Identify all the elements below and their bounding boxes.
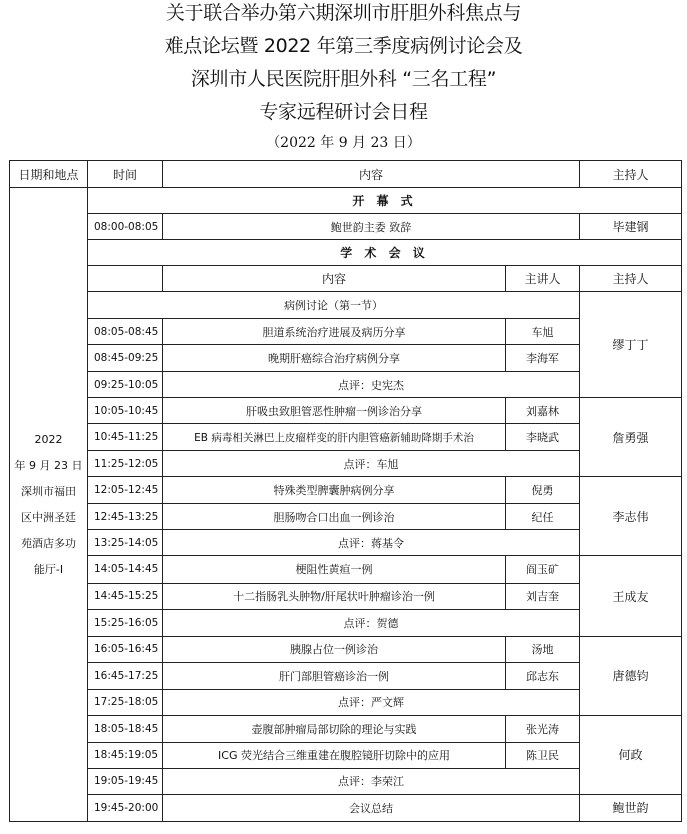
row-comment: 点评：蒋基令 — [163, 530, 580, 556]
host-cell: 缪丁丁 — [580, 292, 682, 398]
host-cell: 唐德钧 — [580, 636, 682, 715]
row-speaker: 刘嘉林 — [506, 398, 580, 424]
host-cell: 何政 — [580, 715, 682, 794]
row-topic: 胆道系统治疗进展及病历分享 — [163, 319, 506, 345]
closing-host: 鲍世韵 — [580, 794, 682, 821]
row-speaker: 纪任 — [506, 504, 580, 530]
row-topic: EB 病毒相关淋巴上皮瘤样变的肝内胆管癌新辅助降期手术治 — [163, 424, 506, 451]
row-time: 09:25-10:05 — [88, 372, 163, 398]
location-line: 2022 — [34, 432, 63, 446]
row-time: 13:25-14:05 — [88, 530, 163, 556]
host-cell: 王成友 — [580, 556, 682, 636]
row-comment: 点评：贺德 — [163, 609, 580, 636]
row-topic: 胰腺占位一例诊治 — [163, 636, 506, 662]
location-line: 年 9 月 23 日 — [14, 458, 83, 472]
row-speaker: 邱志东 — [506, 662, 580, 689]
schedule-table — [9, 160, 682, 822]
host-cell: 李志伟 — [580, 477, 682, 556]
location-line: 区中洲圣廷 — [21, 510, 76, 524]
row-time: 10:45-11:25 — [88, 424, 163, 451]
row-topic: 晚期肝癌综合治疗病例分享 — [163, 345, 506, 372]
row-topic: 肝门部胆管癌诊治一例 — [163, 662, 506, 689]
sub-header-content: 内容 — [163, 266, 506, 292]
header-date-location: 日期和地点 — [10, 161, 88, 188]
row-speaker: 刘吉奎 — [506, 583, 580, 609]
row-speaker: 陈卫民 — [506, 742, 580, 768]
opening-time: 08:00-08:05 — [88, 214, 163, 240]
row-speaker: 张光涛 — [506, 715, 580, 742]
location-line: 能厅-I — [33, 562, 64, 576]
row-speaker: 李晓武 — [506, 424, 580, 451]
case-discussion-title: 病例讨论（第一节） — [88, 292, 580, 319]
row-time: 19:05-19:45 — [88, 768, 163, 794]
row-speaker: 汤地 — [506, 636, 580, 662]
row-time: 16:45-17:25 — [88, 662, 163, 689]
header-time: 时间 — [88, 161, 163, 188]
header-content: 内容 — [163, 161, 580, 188]
row-time: 12:05-12:45 — [88, 477, 163, 504]
row-comment: 点评：史宪杰 — [163, 372, 580, 398]
row-time: 16:05-16:45 — [88, 636, 163, 662]
title-line-4: 专家远程研讨会日程 — [259, 101, 428, 123]
location-line: 深圳市福田 — [21, 484, 76, 498]
row-time: 08:45-09:25 — [88, 345, 163, 372]
row-topic: 胆肠吻合口出血一例诊治 — [163, 504, 506, 530]
academic-section-title: 学 术 会 议 — [88, 240, 682, 266]
opening-host: 毕建钢 — [580, 214, 682, 240]
empty-time-cell — [88, 266, 163, 292]
row-topic: 梗阻性黄疸一例 — [163, 556, 506, 583]
row-time: 18:45:19:05 — [88, 742, 163, 768]
title-line-3: 深圳市人民医院肝胆外科 “三名工程” — [190, 68, 497, 90]
row-speaker: 倪勇 — [506, 477, 580, 504]
row-topic: 十二指肠乳头肿物/肝尾状叶肿瘤诊治一例 — [163, 583, 506, 609]
row-speaker: 李海军 — [506, 345, 580, 372]
location-line: 苑酒店多功 — [21, 536, 76, 550]
host-cell: 詹勇强 — [580, 398, 682, 477]
row-comment: 点评：严文辉 — [163, 689, 580, 715]
row-topic: 特殊类型脾囊肿病例分享 — [163, 477, 506, 504]
title-line-2: 难点论坛暨 2022 年第三季度病例讨论会及 — [164, 35, 523, 57]
row-topic: 壶腹部肿瘤局部切除的理论与实践 — [163, 715, 506, 742]
row-comment: 点评：车旭 — [163, 451, 580, 477]
closing-content: 会议总结 — [163, 794, 580, 821]
row-speaker: 车旭 — [506, 319, 580, 345]
row-time: 14:45-15:25 — [88, 583, 163, 609]
closing-time: 19:45-20:00 — [88, 794, 163, 821]
row-comment: 点评：李荣江 — [163, 768, 580, 794]
row-time: 17:25-18:05 — [88, 689, 163, 715]
location-cell — [10, 188, 88, 822]
opening-content: 鲍世韵主委 致辞 — [163, 214, 580, 240]
row-time: 14:05-14:45 — [88, 556, 163, 583]
schedule-date: （2022 年 9 月 23 日） — [266, 135, 421, 151]
sub-header-host: 主持人 — [580, 266, 682, 292]
header-host: 主持人 — [580, 161, 682, 188]
row-time: 10:05-10:45 — [88, 398, 163, 424]
sub-header-speaker: 主讲人 — [506, 266, 580, 292]
row-time: 12:45-13:25 — [88, 504, 163, 530]
title-line-1: 关于联合举办第六期深圳市肝胆外科焦点与 — [165, 2, 522, 24]
opening-section-title: 开 幕 式 — [88, 188, 682, 214]
row-topic: 肝吸虫致胆管恶性肿瘤一例诊治分享 — [163, 398, 506, 424]
row-time: 11:25-12:05 — [88, 451, 163, 477]
row-time: 08:05-08:45 — [88, 319, 163, 345]
row-topic: ICG 荧光结合三维重建在腹腔镜肝切除中的应用 — [163, 742, 506, 768]
row-speaker: 阎玉矿 — [506, 556, 580, 583]
row-time: 15:25-16:05 — [88, 609, 163, 636]
row-time: 18:05-18:45 — [88, 715, 163, 742]
